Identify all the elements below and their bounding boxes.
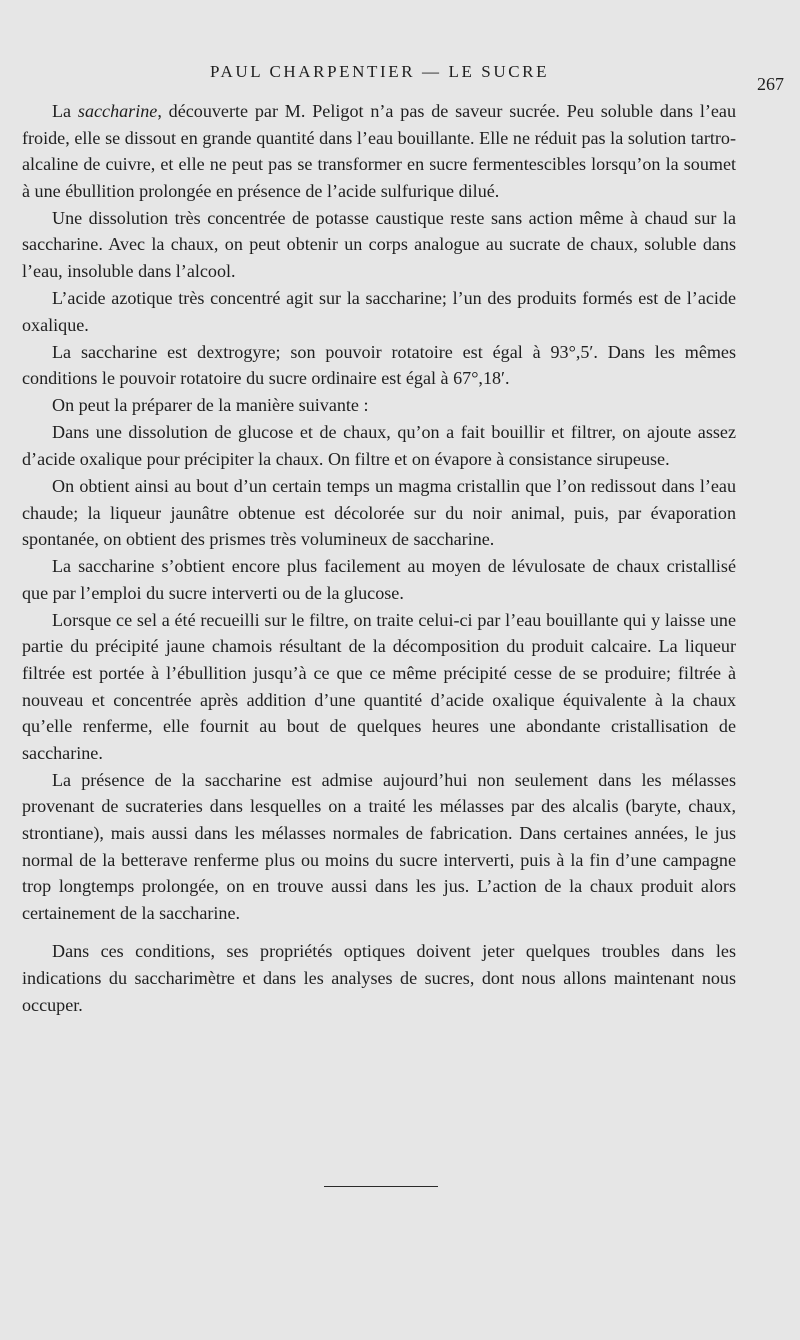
paragraph-potasse: Une dissolution très concentrée de potasse caustique reste sans action même à chaud sur la saccharine. Avec la chaux, on peut obtenir un corps analogue au sucrate de chaux, soluble dans l’eau, insoluble dans l’alcool.: [22, 207, 736, 281]
section-end-rule: [324, 1186, 438, 1187]
body-text: [22, 98, 736, 1019]
paragraph-conditions: Dans ces conditions, ses propriétés optiques doivent jeter quelques troubles dans les indications du saccharimètre et dans les analyses de sucres, dont nous allons maintenant nous occuper.: [22, 941, 736, 1015]
paragraph-saccharine-intro: [22, 98, 736, 204]
paragraph-pouvoir-rotatoire: La saccharine est dextrogyre; son pouvoir rotatoire est égal à 93°,5′. Dans les mêmes conditions le pouvoir rotatoire du sucre ordinaire est égal à 67°,18′.: [22, 341, 736, 389]
running-header: [0, 62, 800, 94]
paragraph-levulosate: La saccharine s’obtient encore plus facilement au moyen de lévulosate de chaux cristallisé que par l’emploi du sucre interverti ou de la glucose.: [22, 556, 736, 603]
paragraph-lead: La: [52, 101, 78, 121]
term-saccharine: saccharine: [77, 101, 158, 121]
paragraph-melasses: La présence de la saccharine est admise aujourd’hui non seulement dans les mélasses provenant de sucrateries dans lesquelles on a traité les mélasses par des alcalis (baryte, chaux, strontiane), mais aussi dans les mélasses normales de fabrication. Dans certaines années, le jus normal de la betterave renferme plus ou moins du sucre interverti, puis à la fin d’une campagne trop longtemps prolongée, on en trouve aussi dans les jus. L’action de la chaux produit alors certainement de la saccharine.: [22, 769, 736, 923]
running-title: PAUL CHARPENTIER — LE SUCRE: [210, 62, 550, 81]
paragraph-magma-cristallin: On obtient ainsi au bout d’un certain temps un magma cristallin que l’on redissout dans l’eau chaude; la liqueur jaunâtre obtenue est décolorée sur du noir animal, puis, par évaporation spontanée, on obtient des prismes très volumineux de saccharine.: [22, 475, 736, 550]
page-number: 267: [757, 74, 784, 94]
paragraph-text: , découverte par M. Peligot n’a pas de saveur sucrée. Peu soluble dans l’eau froide, elle se dissout en grande quantité dans l’eau bouillante. Elle ne réduit pas la solution tartro-alcaline de cuivre, et elle ne peut pas se transformer en sucre fermentescibles lorsqu’on la soumet à une ébullition prolongée en présence de l’acide sulfurique dilué.: [22, 101, 736, 201]
paragraph-preparation-intro: On peut la préparer de la manière suivante :: [52, 395, 369, 416]
paragraph-acide-azotique: L’acide azotique très concentré agit sur la saccharine; l’un des produits formés est de l’acide oxalique.: [22, 288, 736, 335]
paragraph-filtre: Lorsque ce sel a été recueilli sur le filtre, on traite celui-ci par l’eau bouillante qui y laisse une partie du précipité jaune chamois résultant de la décomposition du produit calcaire. La liqueur filtrée est portée à l’ébullition jusqu’à ce que ce même précipité cesse de se produire; filtrée à nouveau et concentrée après addition d’une quantité d’acide oxalique équivalente à la chaux qu’elle renferme, elle fournit au bout de quelques heures une abondante cristallisation de saccharine.: [22, 609, 736, 763]
paragraph-dissolution-glucose: Dans une dissolution de glucose et de chaux, qu’on a fait bouillir et filtrer, on ajoute assez d’acide oxalique pour précipiter la chaux. On filtre et on évapore à consistance sirupeuse.: [22, 422, 736, 469]
